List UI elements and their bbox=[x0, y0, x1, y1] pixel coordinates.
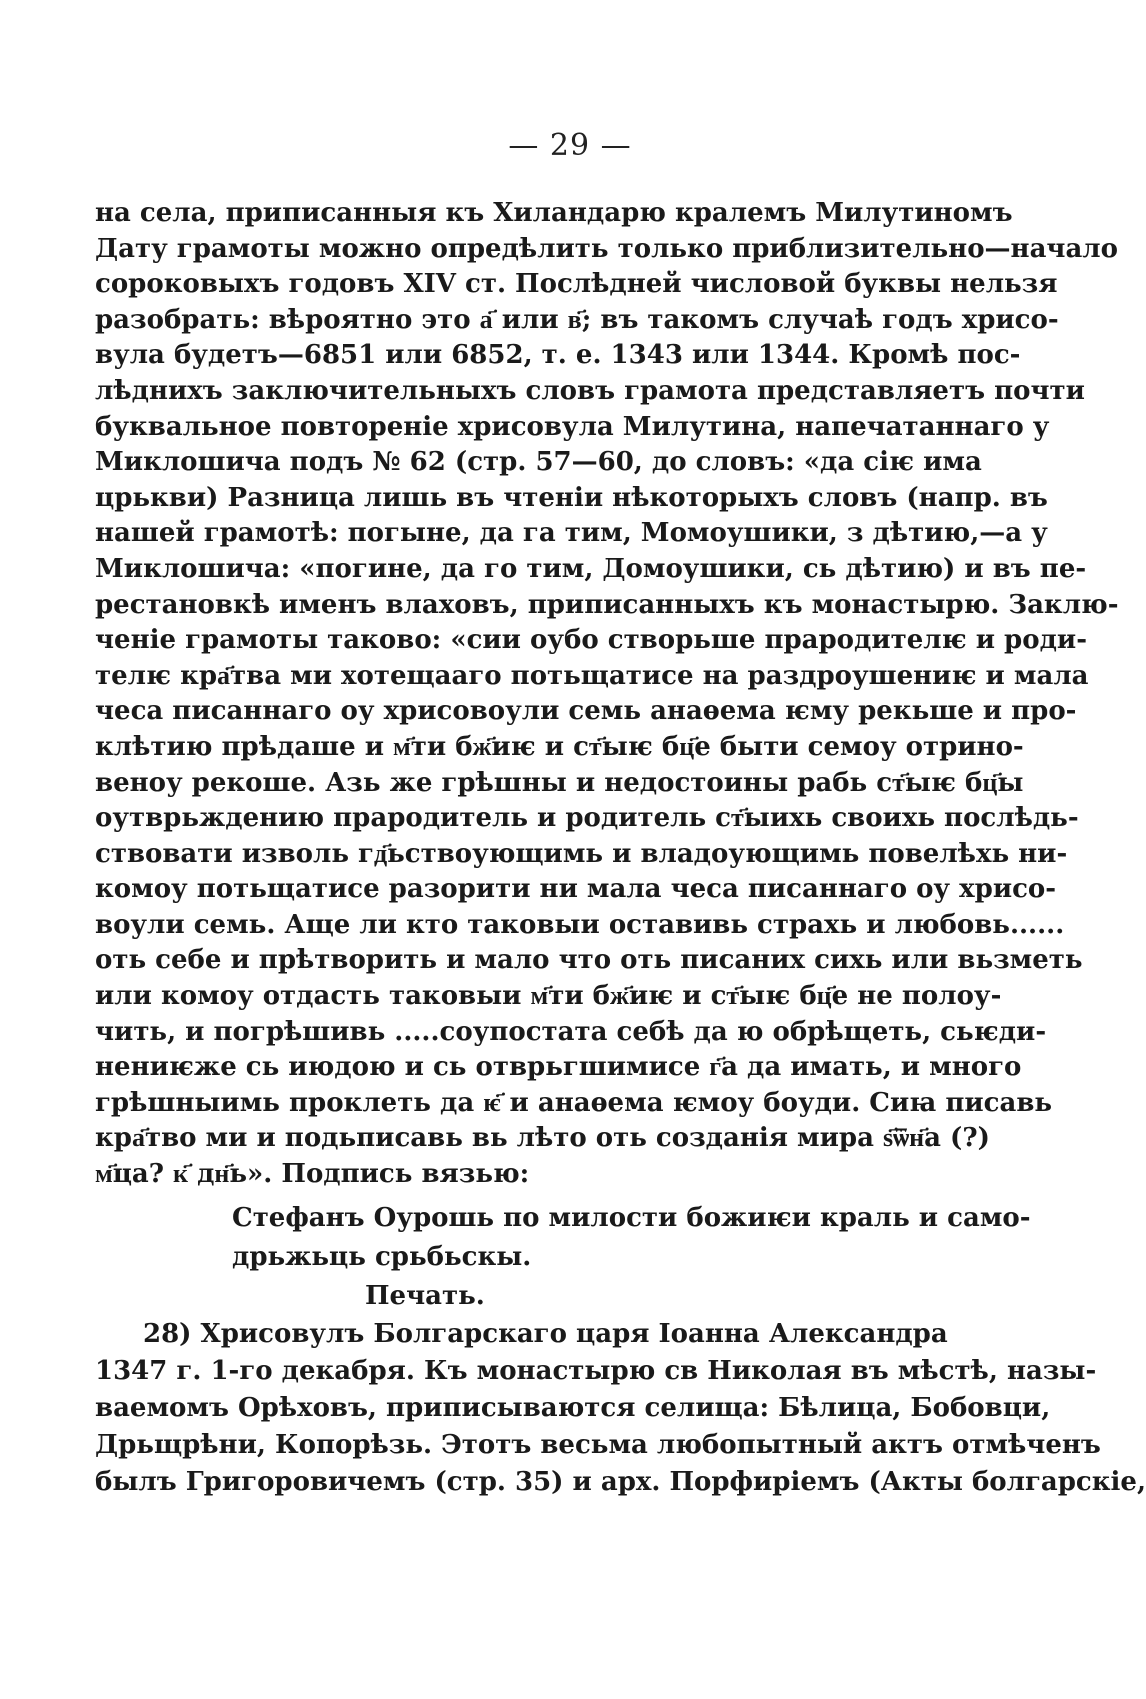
text-line: рестановкѣ именъ влаховъ, приписанныхъ къ монастырю. Заклю- bbox=[95, 589, 1119, 620]
text-line: кра҃тво ми и подьписавь вь лѣто оть созданія мира ѕ҃ѿн҃а (?) bbox=[95, 1123, 990, 1154]
text-line: грѣшныимь проклеть да ѥ҃ и анаѳема ѥмоу боуди. Сиꙗ писавь bbox=[95, 1087, 1053, 1118]
text-line: телѥ кра҃тва ми хотещааго потьщатисе на раздроушениѥ и мала bbox=[95, 660, 1089, 691]
text-line: м҃ца? к҃ дн҃ь». Подпись вязью: bbox=[95, 1159, 530, 1190]
text-line: Дрьщрѣни, Копорѣзь. Этотъ весьма любопытный актъ отмѣченъ bbox=[95, 1429, 1101, 1460]
text-line: нениѥже сь июдою и сь отврьгшимисе г҃а да имать, и много bbox=[95, 1052, 1022, 1083]
text-line: 1347 г. 1-го декабря. Къ монастырю св Николая въ мѣстѣ, назы- bbox=[95, 1355, 1097, 1386]
text-line: былъ Григоровичемъ (стр. 35) и арх. Порфиріемъ (Акты болгарскіе, bbox=[95, 1466, 1146, 1497]
text-line: оть себе и прѣтворить и мало что оть писаних сихь или вьзметь bbox=[95, 945, 1083, 976]
text-line: црькви) Разница лишь въ чтеніи нѣкоторыхъ словъ (напр. въ bbox=[95, 482, 1048, 513]
seal-note: Печать. bbox=[365, 1280, 485, 1311]
text-line: ствовати изволь гд҃ьствоующимь и владоующимь повелѣхь ни- bbox=[95, 838, 1068, 869]
paragraph-charter-description bbox=[95, 196, 1119, 1193]
text-line: Миклошича: «погине, да го тим, Домоушики, сь дѣтию) и въ пе- bbox=[95, 553, 1087, 584]
text-line: ваемомъ Орѣховъ, приписываются селища: Бѣлица, Бобовци, bbox=[95, 1392, 1051, 1423]
text-line: клѣтию прѣдаше и м҃ти бж҃иѥ и ст҃ыѥ бц҃е быти семоу отрино- bbox=[95, 731, 1024, 762]
text-line: лѣднихъ заключительныхъ словъ грамота представляетъ почти bbox=[95, 375, 1085, 406]
text-line: оутврьждению прародитель и родитель ст҃ыихь своихь послѣдь- bbox=[95, 803, 1079, 834]
signature-line: Стефанъ Оурошь по милости божиѥи краль и само- bbox=[232, 1202, 1031, 1233]
text-line: Миклошича подъ № 62 (стр. 57—60, до словъ: «да сіѥ има bbox=[95, 447, 982, 478]
text-line: на села, приписанныя къ Хиландарю кралемъ Милутиномъ bbox=[95, 198, 1013, 228]
text-line: буквальное повтореніе хрисовула Милутина, напечатаннаго у bbox=[95, 411, 1050, 442]
section-28 bbox=[95, 1316, 1146, 1501]
section-heading-line: 28) Хрисовулъ Болгарскаго царя Іоанна Александра bbox=[143, 1318, 948, 1349]
text-line: чеса писаннаго оу хрисовоули семь анаѳема ѥму рекьше и про- bbox=[95, 696, 1077, 727]
text-line: вула будетъ—6851 или 6852, т. е. 1343 или 1344. Кромѣ пос- bbox=[95, 340, 1021, 371]
text-line: чить, и погрѣшивь .....соупостата себѣ да ю обрѣщеть, сьѥди- bbox=[95, 1016, 1047, 1047]
text-line: нашей грамотѣ: погыне, да га тим, Момоушики, з дѣтию,—а у bbox=[95, 518, 1048, 549]
main-text bbox=[95, 196, 1146, 1501]
text-line: веноу рекоше. Азь же грѣшны и недостоины рабь ст҃ыѥ бц҃ы bbox=[95, 767, 1024, 798]
signature-block bbox=[95, 1199, 1031, 1316]
page-number: — 29 — bbox=[508, 128, 632, 163]
signature-line: дрьжьць срьбьскы. bbox=[232, 1241, 532, 1272]
text-line: Дату грамоты можно опредѣлить только приблизительно—начало bbox=[95, 233, 1118, 264]
text-line: ченіе грамоты таково: «сии оубо створьше прародителѥ и роди- bbox=[95, 625, 1087, 656]
text-line: воули семь. Аще ли кто таковыи оставивь страхь и любовь...... bbox=[95, 909, 1065, 940]
text-line: разобрать: вѣроятно это а҃ или в҃; въ такомъ случаѣ годъ хрисо- bbox=[95, 304, 1059, 335]
text-line: комоу потьщатисе разорити ни мала чеса писаннаго оу хрисо- bbox=[95, 874, 1057, 905]
text-line: или комоу отдасть таковыи м҃ти бж҃иѥ и ст҃ыѥ бц҃е не полоу- bbox=[95, 981, 1002, 1012]
text-line: сороковыхъ годовъ XIV ст. Послѣдней числовой буквы нельзя bbox=[95, 269, 1058, 300]
